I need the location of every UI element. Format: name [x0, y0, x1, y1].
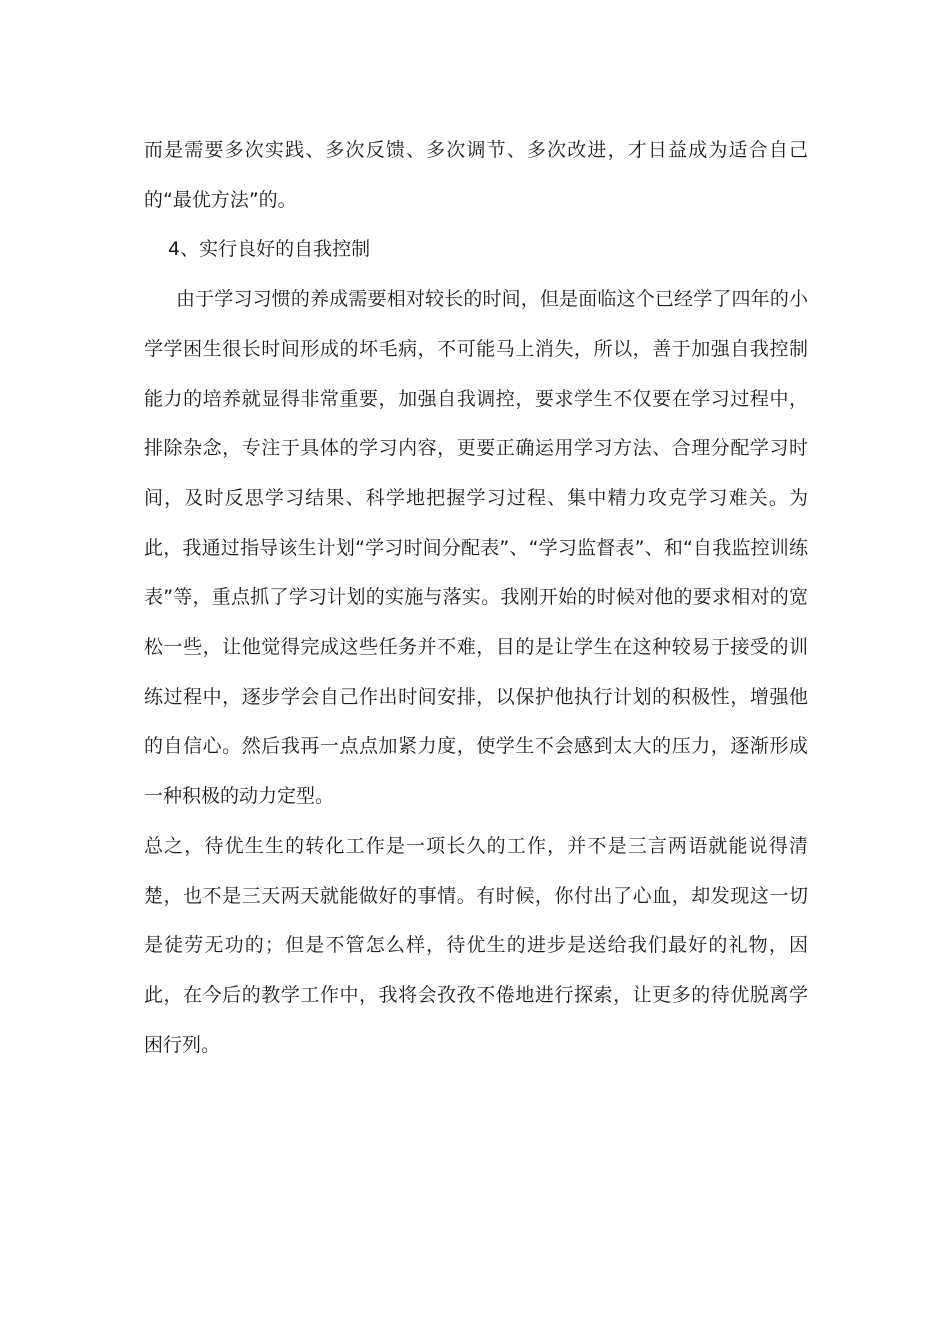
section-heading: 4、实行良好的自我控制 — [168, 238, 371, 261]
conclusion-paragraph: 总之，待优生生的转化工作是一项长久的工作，并不是三言两语就能说得清楚，也不是三天两天就能做好的事情。有时候，你付出了心血，却发现这一切是徒劳无功的；但是不管怎么样，待优生的进步是送给我们最好的礼物，因此，在今后的教学工作中，我将会孜孜不倦地进行探索，让更多的待优脱离学困行列。 — [144, 834, 808, 1056]
continuation-paragraph: 而是需要多次实践、多次反馈、多次调节、多次改进，才日益成为适合自己的“最优方法”的。 — [144, 139, 808, 211]
self-control-paragraph: 由于学习习惯的养成需要相对较长的时间，但是面临这个已经学了四年的小学学困生很长时间形成的坏毛病，不可能马上消失，所以，善于加强自我控制能力的培养就显得非常重要，加强自我调控，要求学生不仅要在学习过程中，排除杂念，专注于具体的学习内容，更要正确运用学习方法、合理分配学习时间，及时反思学习结果、科学地把握学习过程、集中精力攻克学习难关。为此，我通过指导该生计划“学习时间分配表”、“学习监督表”、和“自我监控训练表”等，重点抓了学习计划的实施与落实。我刚开始的时候对他的要求相对的宽松一些，让他觉得完成这些任务并不难，目的是让学生在这种较易于接受的训练过程中，逐步学会自己作出时间安排，以保护他执行计划的积极性，增强他的自信心。然后我再一点点加紧力度，使学生不会感到太大的压力，逐渐形成一种积极的动力定型。 — [144, 288, 808, 808]
document-body — [144, 126, 808, 1070]
